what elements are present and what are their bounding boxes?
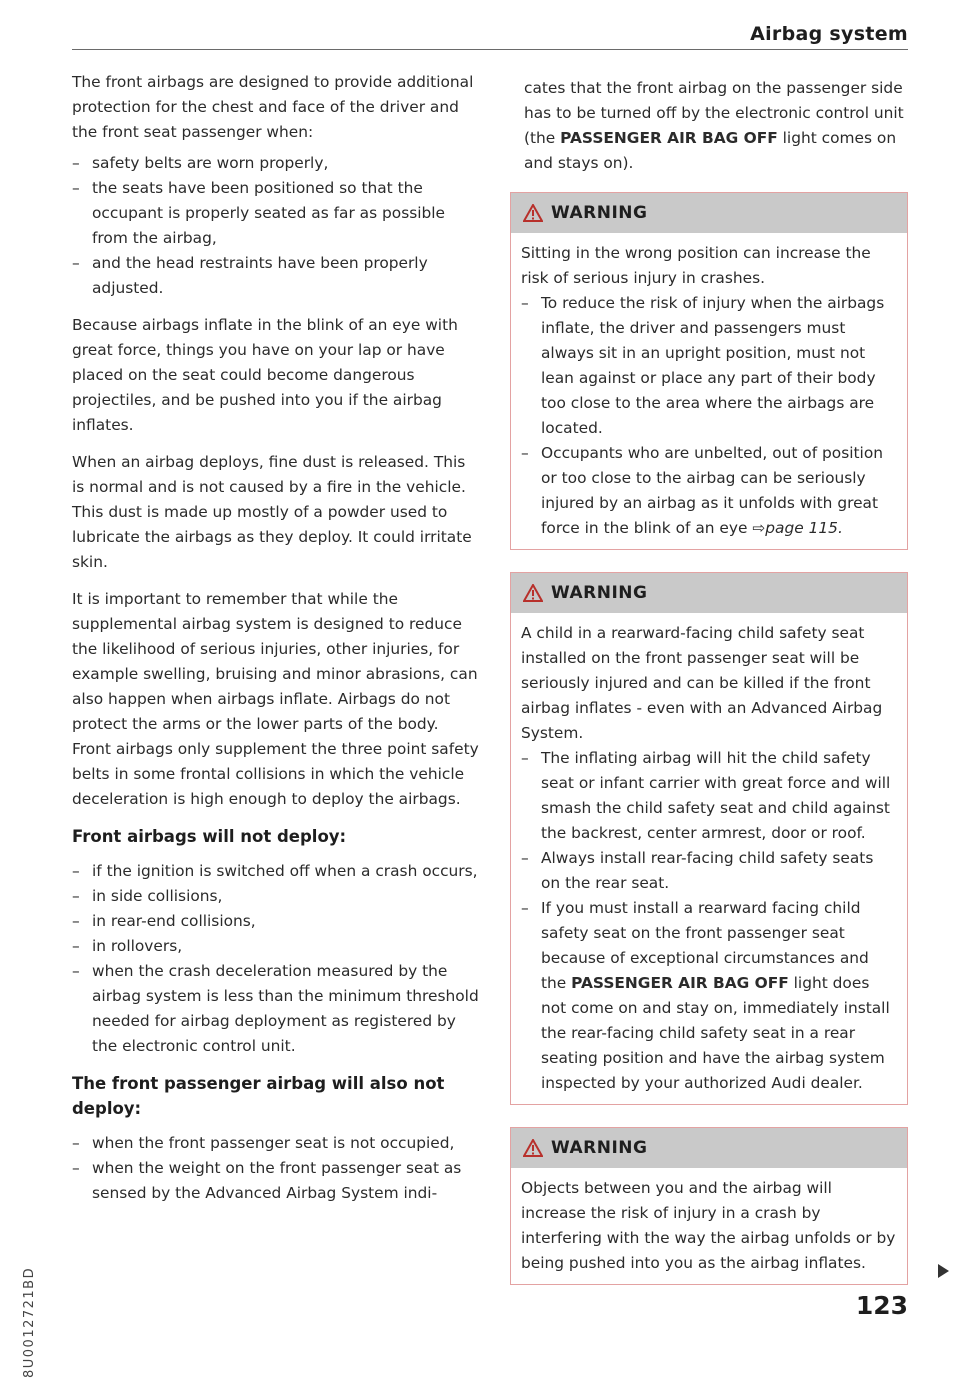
right-column (510, 76, 908, 1307)
passenger-heading: The front passenger airbag will also not deploy: (72, 1074, 445, 1118)
list-item: – safety belts are worn properly, (72, 151, 480, 176)
warning-box-2 (510, 572, 908, 1105)
warning-body (511, 233, 907, 549)
warning-item-text: Occupants who are unbelted, out of position or too close to the airbag can be seriously injured by an airbag as it unfolds with great force in the blink of an eye (541, 444, 883, 537)
section-title: Airbag system (750, 23, 908, 45)
warning-box-3 (510, 1127, 908, 1285)
warning-triangle-icon (523, 204, 543, 222)
inflate-paragraph: Because airbags inflate in the blink of an eye with great force, things you have on your lap or have placed on the seat could become dangerous projectiles, and be pushed into you if the airbag inflates. (72, 316, 458, 434)
list-item: – Always install rear-facing child safety seats on the rear seat. (521, 846, 897, 896)
intro-paragraph: The front airbags are designed to provide additional protection for the chest and face of the driver and the front seat passenger when: (72, 73, 474, 141)
passenger-list (72, 1131, 480, 1206)
left-column (72, 70, 480, 1218)
passenger-airbag-off-label: PASSENGER AIR BAG OFF (560, 129, 778, 147)
list-item: – in side collisions, (72, 884, 480, 909)
list-item: – when the crash deceleration measured by the airbag system is less than the minimum threshold needed for airbag deployment as registered by the electronic control unit. (72, 959, 480, 1059)
header-rule (72, 49, 908, 50)
conditions-list (72, 151, 480, 301)
continuation-text-b: light comes on and stays on). (524, 129, 897, 172)
warning-body (511, 1168, 907, 1284)
warning-triangle-icon (523, 584, 543, 602)
list-item: – when the weight on the front passenger seat as sensed by the Advanced Airbag System indi- (72, 1156, 480, 1206)
no-deploy-heading: Front airbags will not deploy: (72, 827, 347, 846)
xref-arrow-icon: ⇨ (752, 519, 766, 537)
warning-title (511, 193, 907, 233)
warning-title-text: WARNING (551, 203, 648, 223)
dust-paragraph: When an airbag deploys, fine dust is released. This is normal and is not caused by a fire in the vehicle. This dust is made up mostly of a powder used to lubricate the airbags as they deploy. It could irritate skin. (72, 453, 472, 571)
list-item: – The inflating airbag will hit the child safety seat or infant carrier with great force and will smash the child safety seat and child against the backrest, center armrest, door or roof. (521, 746, 897, 846)
document-code: 8U0012721BD (22, 1266, 37, 1378)
warning-text: Objects between you and the airbag will increase the risk of injury in a crash by interfering with the way the airbag unfolds or by being pushed into you as the airbag inflates. (521, 1179, 896, 1272)
warning-item-text: light does not come on and stay on, immediately install the rear-facing child safety seat in a rear seating position and have the airbag system inspected by your authorized Audi dealer. (541, 974, 890, 1092)
warning-box-1 (510, 192, 908, 550)
list-item: – when the front passenger seat is not occupied, (72, 1131, 480, 1156)
no-deploy-list (72, 859, 480, 1059)
continue-arrow-icon (938, 1264, 949, 1278)
injuries-paragraph: It is important to remember that while the supplemental airbag system is designed to reduce the likelihood of serious injuries, other injuries, for example swelling, bruising and minor abrasions, can also happen when airbags inflate. Airbags do not protect the arms or the lower parts of the body. Front airbags only supplement the three point safety belts in some frontal collisions in which the vehicle deceleration is high enough to deploy the airbags. (72, 590, 479, 808)
warning-intro: A child in a rearward-facing child safety seat installed on the front passenger seat will be seriously injured and can be killed if the front airbag inflates - even with an Advanced Airbag System. (521, 624, 883, 742)
passenger-airbag-off-label: PASSENGER AIR BAG OFF (571, 974, 789, 992)
warning-body (511, 613, 907, 1104)
list-item: – in rollovers, (72, 934, 480, 959)
continuation-text-a: cates that the front airbag on the passenger side has to be turned off by the electronic control unit (the (524, 79, 904, 147)
continuation-paragraph (510, 76, 908, 176)
page-number: 123 (855, 1291, 908, 1320)
warning-triangle-icon (523, 1139, 543, 1157)
warning-title-text: WARNING (551, 1138, 648, 1158)
warning-title (511, 1128, 907, 1168)
warning-item-text: If you must install a rearward facing child safety seat on the front passenger seat because of exceptional circumstances and the (541, 899, 869, 992)
page-reference-link[interactable]: page 115. (765, 519, 843, 537)
list-item: – if the ignition is switched off when a crash occurs, (72, 859, 480, 884)
list-item (521, 441, 897, 541)
list-item: – the seats have been positioned so that the occupant is properly seated as far as possible from the airbag, (72, 176, 480, 251)
list-item (521, 896, 897, 1096)
warning-title-text: WARNING (551, 583, 648, 603)
list-item: – and the head restraints have been properly adjusted. (72, 251, 480, 301)
warning-title (511, 573, 907, 613)
warning-intro: Sitting in the wrong position can increase the risk of serious injury in crashes. (521, 244, 871, 287)
list-item: – in rear-end collisions, (72, 909, 480, 934)
list-item: – To reduce the risk of injury when the airbags inflate, the driver and passengers must always sit in an upright position, must not lean against or place any part of their body too close to the area where the airbags are located. (521, 291, 897, 441)
